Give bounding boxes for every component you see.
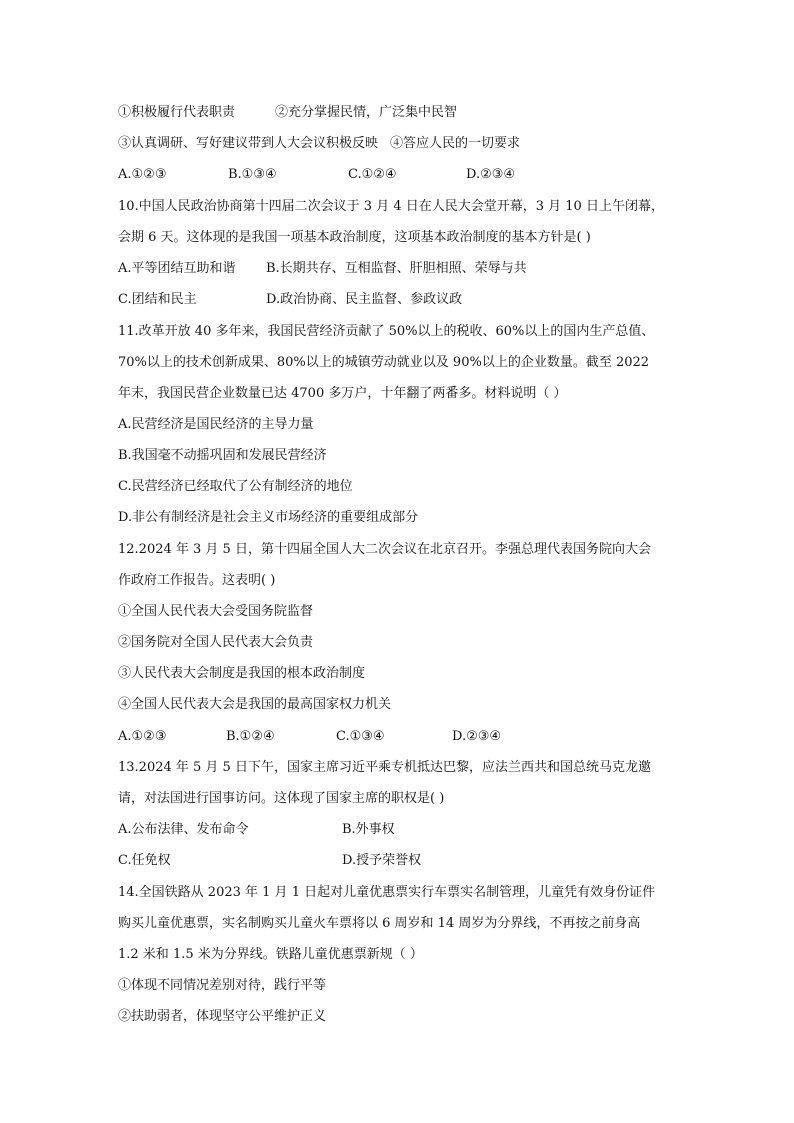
- q9-option-3: ③认真调研、写好建议带到人大会议积极反映: [118, 136, 379, 151]
- q10-stem-line-2: 会期 6 天。这体现的是我国一项基本政治制度，这项基本政治制度的基本方针是( ): [118, 230, 591, 245]
- q13-choices-row-2: [118, 852, 422, 870]
- q12-stem-line-2: 作政府工作报告。这表明( ): [118, 573, 276, 588]
- q13-choice-b: B.外事权: [342, 822, 395, 837]
- q14-stem-line-3: 1.2 米和 1.5 米为分界线。铁路儿童优惠票新规（ ）: [118, 947, 423, 962]
- q11-choice-d: D.非公有制经济是社会主义市场经济的重要组成部分: [118, 510, 419, 525]
- q13-stem-line-2: 请，对法国进行国事访问。这体现了国家主席的职权是( ): [118, 791, 445, 806]
- q14-option-1: ①体现不同情况差别对待，践行平等: [118, 978, 327, 993]
- q14-stem-line-1: 14.全国铁路从 2023 年 1 月 1 日起对儿童优惠票实行车票实名制管理，儿童凭有效身份证件: [118, 885, 656, 900]
- q10-choices-row-2: [118, 291, 463, 309]
- q10-choice-c: C.团结和民主: [118, 292, 197, 307]
- q14-option-2: ②扶助弱者，体现坚守公平维护正义: [118, 1009, 327, 1024]
- q9-choice-d: D.②③④: [466, 167, 516, 182]
- q9-choice-b: B.①③④: [228, 167, 277, 182]
- q10-choice-d: D.政治协商、民主监督、参政议政: [266, 292, 463, 307]
- q13-choice-c: C.任免权: [118, 853, 171, 868]
- q11-choice-c: C.民营经济已经取代了公有制经济的地位: [118, 479, 353, 494]
- q11-choice-b: B.我国毫不动摇巩固和发展民营经济: [118, 448, 327, 463]
- q11-stem-line-2: 70%以上的技术创新成果、80%以上的城镇劳动就业以及 90%以上的企业数量。截至 2022: [118, 355, 650, 370]
- q9-option-1: ①积极履行代表职责: [118, 105, 236, 120]
- q9-options-row-2: [118, 135, 520, 153]
- q9-choice-c: C.①②④: [348, 167, 397, 182]
- q12-option-3: ③人民代表大会制度是我国的根本政治制度: [118, 666, 366, 681]
- q12-stem-line-1: 12.2024 年 3 月 5 日，第十四届全国人大二次会议在北京召开。李强总理代表国务院向大会: [118, 542, 651, 557]
- q13-choice-a: A.公布法律、发布命令: [118, 822, 249, 837]
- q9-option-2: ②充分掌握民情，广泛集中民智: [275, 105, 458, 120]
- q10-choice-b: B.长期共存、互相监督、肝胆相照、荣辱与共: [266, 261, 527, 276]
- q9-option-4: ④答应人民的一切要求: [390, 136, 521, 151]
- q10-stem-line-1: 10.中国人民政治协商第十四届二次会议于 3 月 4 日在人民大会堂开幕，3 月 10 日上午闭幕，: [118, 199, 664, 214]
- q11-stem-line-1: 11.改革开放 40 多年来，我国民营经济贡献了 50%以上的税收、60%以上的国内生产总值、: [118, 324, 655, 339]
- q13-choices-row-1: [118, 821, 395, 839]
- q10-choices-row-1: [118, 260, 527, 278]
- q14-stem-line-2: 购买儿童优惠票，实名制购买儿童火车票将以 6 周岁和 14 周岁为分界线，不再按之前身高: [118, 916, 641, 931]
- q11-stem-line-3: 年末，我国民营企业数量已达 4700 多万户，十年翻了两番多。材料说明（ ）: [118, 386, 567, 401]
- q12-option-4: ④全国人民代表大会是我国的最高国家权力机关: [118, 697, 392, 712]
- q12-choice-c: C.①③④: [336, 729, 385, 744]
- q12-option-2: ②国务院对全国人民代表大会负责: [118, 635, 314, 650]
- q12-choice-d: D.②③④: [452, 729, 502, 744]
- q9-choice-a: A.①②③: [118, 167, 167, 182]
- q9-options-row-1: [118, 104, 457, 122]
- q12-choice-b: B.①②④: [226, 729, 275, 744]
- q13-stem-line-1: 13.2024 年 5 月 5 日下午，国家主席习近平乘专机抵达巴黎，应法兰西共和国总统马克龙邀: [118, 760, 651, 775]
- q12-option-1: ①全国人民代表大会受国务院监督: [118, 604, 314, 619]
- q12-choice-a: A.①②③: [118, 729, 167, 744]
- q11-choice-a: A.民营经济是国民经济的主导力量: [118, 417, 314, 432]
- q10-choice-a: A.平等团结互助和谐: [118, 261, 236, 276]
- q13-choice-d: D.授予荣誉权: [342, 853, 422, 868]
